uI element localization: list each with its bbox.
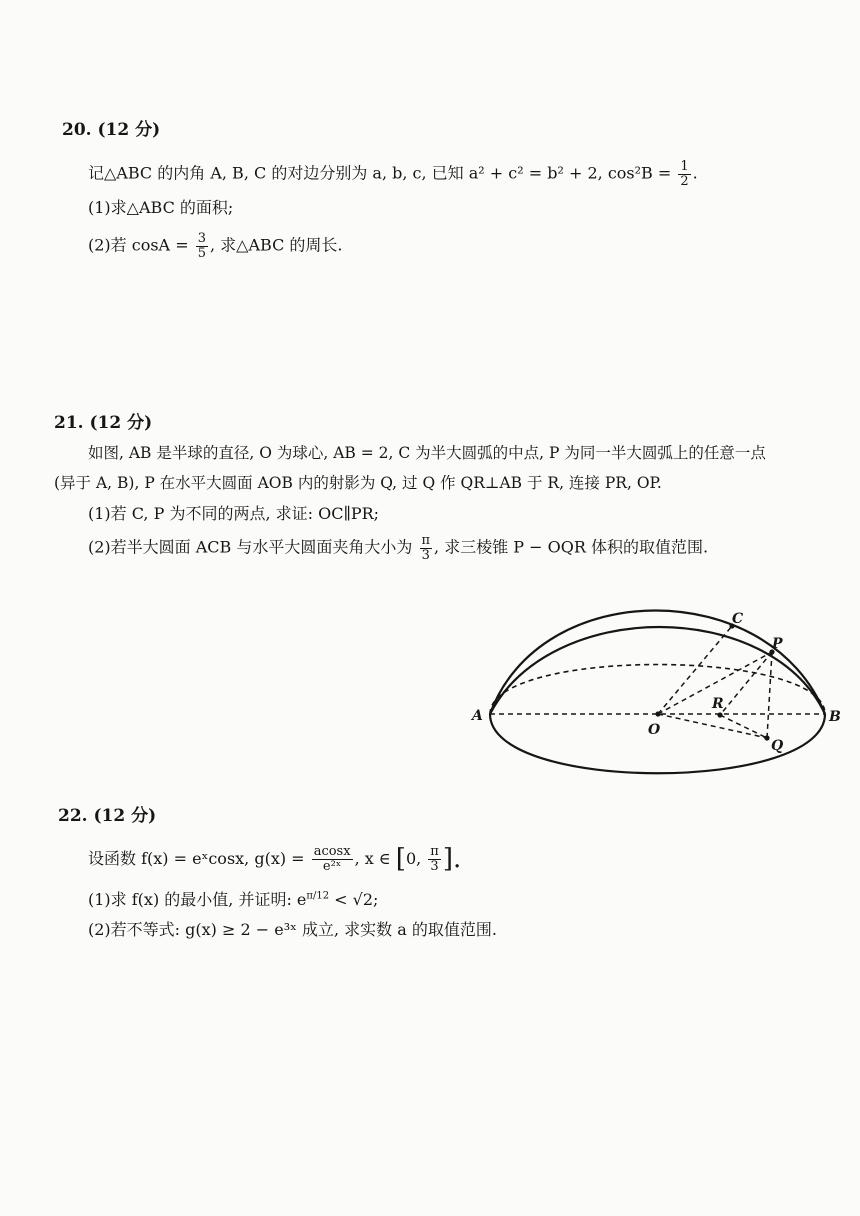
q21-stem-line2: (异于 A, B), P 在水平大圆面 AOB 内的射影为 Q, 过 Q 作 QR⊥AB 于 R, 连接 PR, OP. — [54, 474, 662, 492]
q22-interval-frac-den: 3 — [430, 858, 439, 874]
hemisphere-figure — [472, 568, 850, 788]
q21-part2-frac-num: π — [421, 533, 431, 548]
q22-stem — [88, 843, 461, 876]
q21-part2-fraction — [420, 534, 433, 562]
base-ellipse-back — [490, 665, 825, 715]
q21-part2-text: (2)若半大圆面 ACB 与水平大圆面夹角大小为 — [88, 537, 413, 557]
q22-part1-text-end: < √2; — [329, 890, 379, 909]
q20-stem-frac-den: 2 — [680, 173, 689, 189]
q22-part1-text: (1)求 f(x) 的最小值, 并证明: e — [88, 890, 307, 909]
q21-part2-text-end: , 求三棱锥 P − OQR 体积的取值范围. — [434, 537, 709, 557]
point-r — [717, 712, 722, 717]
point-q — [764, 735, 769, 740]
q21-part2 — [88, 534, 708, 562]
q20-stem-text: 记△ABC 的内角 A, B, C 的对边分别为 a, b, c, 已知 a² + c² = b² + 2, cos²B = — [88, 163, 672, 183]
q22-header: 22. (12 分) — [58, 806, 157, 826]
segment-rq — [720, 715, 767, 738]
q22-interval-close: ]. — [442, 844, 462, 874]
q22-interval-open: [ — [395, 844, 406, 874]
q20-part2-frac-num: 3 — [197, 231, 206, 246]
label-o: O — [648, 722, 661, 738]
q21-part1: (1)若 C, P 为不同的两点, 求证: OC∥PR; — [88, 504, 380, 523]
label-c: C — [732, 611, 744, 627]
q20-part2-frac-den: 5 — [197, 245, 206, 261]
label-p: P — [772, 636, 783, 652]
q20-header: 20. (12 分) — [62, 120, 161, 140]
segment-pq — [767, 652, 772, 738]
q22-stem-frac-den: e²ˣ — [322, 858, 342, 874]
label-b: B — [829, 709, 841, 725]
q22-stem-text: 设函数 f(x) = eˣcosx, g(x) = — [88, 848, 305, 868]
q22-stem-frac-num: acosx — [313, 844, 351, 860]
q22-interval-frac-num: π — [430, 844, 439, 860]
q22-interval-fraction — [428, 845, 441, 873]
q22-part1-exponent: π/12 — [306, 890, 330, 902]
q20-part2-fraction — [196, 232, 208, 260]
label-r: R — [712, 696, 724, 712]
q22-interval-lo: 0, — [405, 848, 422, 868]
q20-part2-text: (2)若 cosA = — [88, 235, 189, 255]
q20-stem-end: . — [692, 163, 698, 183]
segment-oq — [658, 714, 767, 738]
q22-stem-text-mid: , x ∈ — [354, 848, 391, 868]
q22-stem-fraction — [312, 845, 353, 873]
q20-stem — [88, 160, 698, 188]
q20-stem-fraction — [678, 160, 690, 188]
q21-header: 21. (12 分) — [54, 413, 153, 433]
label-a: A — [472, 708, 483, 724]
q21-stem-line1: 如图, AB 是半球的直径, O 为球心, AB = 2, C 为半大圆弧的中点, P 为同一半大圆弧上的任意一点 — [88, 444, 766, 462]
label-q: Q — [771, 738, 784, 754]
q21-part2-frac-den: 3 — [421, 547, 430, 563]
q20-stem-frac-num: 1 — [680, 159, 689, 174]
q20-part2-text-end: , 求△ABC 的周长. — [209, 235, 343, 255]
q22-part1 — [88, 890, 378, 910]
segment-pr — [720, 652, 772, 715]
q20-part1: (1)求△ABC 的面积; — [88, 198, 234, 217]
q20-part2 — [88, 232, 343, 260]
q22-part2: (2)若不等式: g(x) ≥ 2 − e³ˣ 成立, 求实数 a 的取值范围. — [88, 920, 497, 939]
point-o — [655, 711, 660, 716]
